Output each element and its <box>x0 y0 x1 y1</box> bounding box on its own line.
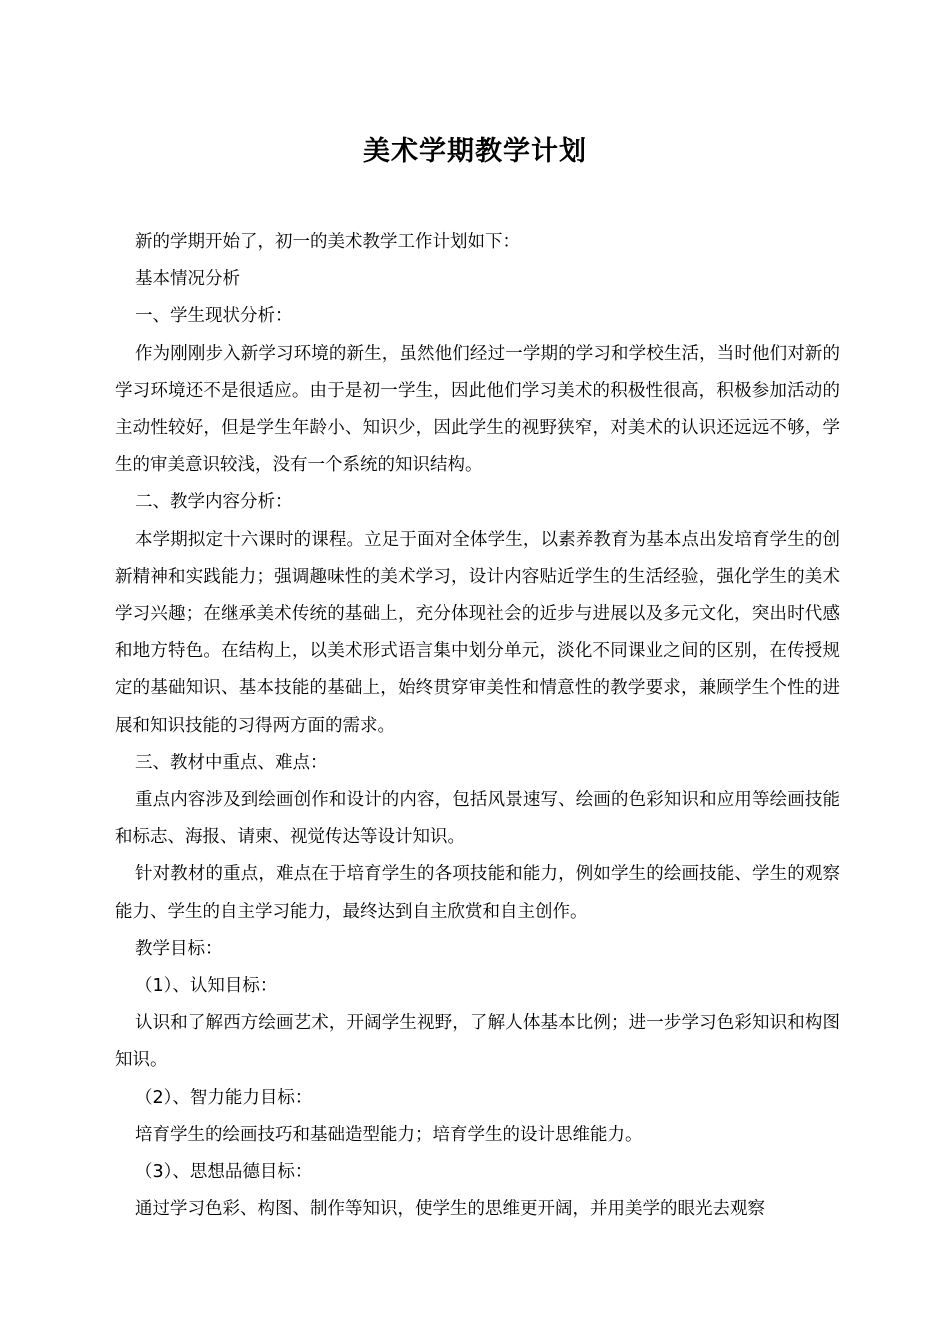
paragraph-content-analysis: 本学期拟定十六课时的课程。立足于面对全体学生，以素养教育为基本点出发培育学生的创新精神和实践能力；强调趣味性的美术学习，设计内容贴近学生的生活经验，强化学生的美术学习兴趣；在继承美术传统的基础上，充分体现社会的近步与进展以及多元文化，突出时代感和地方特色。在结构上，以美术形式语言集中划分单元，淡化不同课业之间的区别，在传授规定的基础知识、基本技能的基础上，始终贯穿审美性和情意性的教学要求，兼顾学生个性的进展和知识技能的习得两方面的需求。 <box>115 529 840 736</box>
document-title: 美术学期教学计划 <box>363 136 587 167</box>
paragraph-key-points: 重点内容涉及到绘画创作和设计的内容，包括风景速写、绘画的色彩知识和应用等绘画技能和标志、海报、请柬、视觉传达等设计知识。 <box>115 790 840 848</box>
paragraph-student-status: 作为刚刚步入新学习环境的新生，虽然他们经过一学期的学习和学校生活，当时他们对新的学习环境还不是很适应。由于是初一学生，因此他们学习美术的积极性很高，积极参加活动的主动性较好，但是学生年龄小、知识少，因此学生的视野狭窄，对美术的认识还远远不够，学生的审美意识较浅，没有一个系统的知识结构。 <box>115 343 840 476</box>
document-body <box>115 224 840 1228</box>
heading-teaching-goals: 教学目标： <box>135 938 223 959</box>
paragraph-moral-goals: 通过学习色彩、构图、制作等知识，使学生的思维更开阔，并用美学的眼光去观察 <box>135 1199 765 1220</box>
heading-moral-goals: （3）、思想品德目标： <box>135 1162 313 1183</box>
paragraph-intro: 新的学期开始了，初一的美术教学工作计划如下： <box>135 232 520 252</box>
paragraph-ability-goals: 培育学生的绘画技巧和基础造型能力；培育学生的设计思维能力。 <box>135 1124 643 1145</box>
heading-content-analysis: 二、教学内容分析： <box>135 492 293 513</box>
paragraph-difficulties: 针对教材的重点，难点在于培育学生的各项技能和能力，例如学生的绘画技能、学生的观察能力、学生的自主学习能力，最终达到自主欣赏和自主创作。 <box>115 864 840 922</box>
heading-ability-goals: （2）、智力能力目标： <box>135 1087 313 1108</box>
paragraph-cognitive-goals: 认识和了解西方绘画艺术，开阔学生视野，了解人体基本比例；进一步学习色彩知识和构图知识。 <box>115 1013 840 1071</box>
heading-basic-analysis: 基本情况分析 <box>135 269 240 290</box>
heading-cognitive-goals: （1）、认知目标： <box>135 976 278 997</box>
heading-key-points: 三、教材中重点、难点： <box>135 752 328 773</box>
heading-student-status: 一、学生现状分析： <box>135 306 293 327</box>
